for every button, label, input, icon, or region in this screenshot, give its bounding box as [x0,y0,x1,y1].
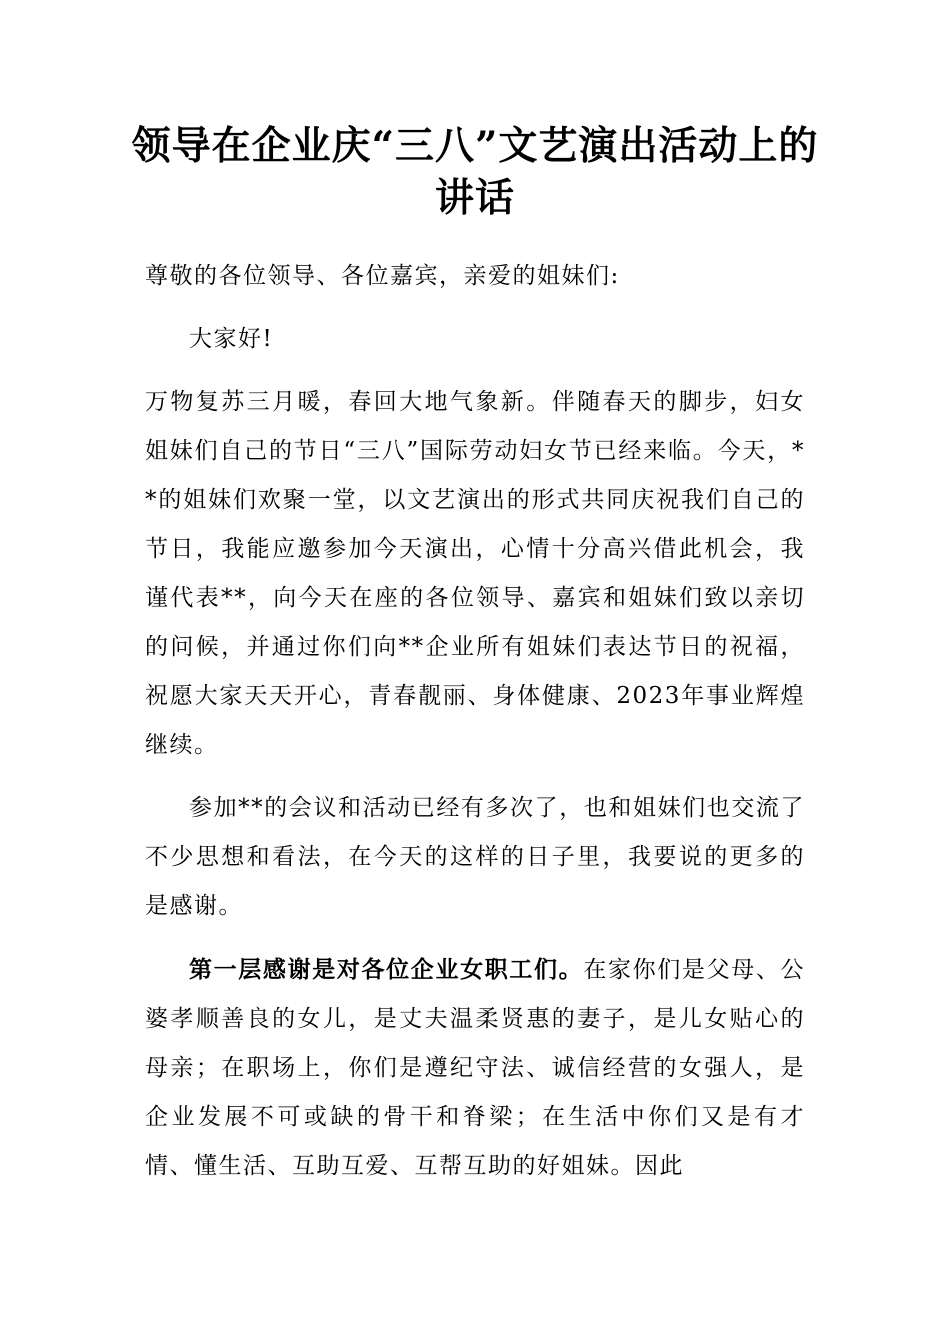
document-body [145,252,805,1191]
paragraph-3-body: 在家你们是父母、公婆孝顺善良的女儿，是丈夫温柔贤惠的妻子，是儿女贴心的母亲；在职场上，你们是遵纪守法、诚信经营的女强人，是企业发展不可或缺的骨干和脊梁；在生活中你们又是有才情、懂生活、互助互爱、互帮互助的好姐妹。因此 [145,957,806,1179]
document-title: 领导在企业庆“三八”文艺演出活动上的讲话 [131,123,819,221]
greeting: 大家好! [189,326,274,352]
paragraph-1: 万物复苏三月暖，春回大地气象新。伴随春天的脚步，妇女姐妹们自己的节日“三八”国际劳动妇女节已经来临。今天，**的姐妹们欢聚一堂，以文艺演出的形式共同庆祝我们自己的节日，我能应邀参加今天演出，心情十分高兴借此机会，我谨代表**，向今天在座的各位领导、嘉宾和姐妹们致以亲切的问候，并通过你们向**企业所有姐妹们表达节日的祝福，祝愿大家天天开心，青春靓丽、身体健康、2023年事业辉煌继续。 [145,389,805,758]
paragraph-2: 参加**的会议和活动已经有多次了，也和姐妹们也交流了不少思想和看法，在今天的这样的日子里，我要说的更多的是感谢。 [145,795,805,919]
paragraph-3 [145,945,805,1191]
salutation: 尊敬的各位领导、各位嘉宾，亲爱的姐妹们: [145,263,620,289]
paragraph-3-lead: 第一层感谢是对各位企业女职工们。 [189,956,584,983]
